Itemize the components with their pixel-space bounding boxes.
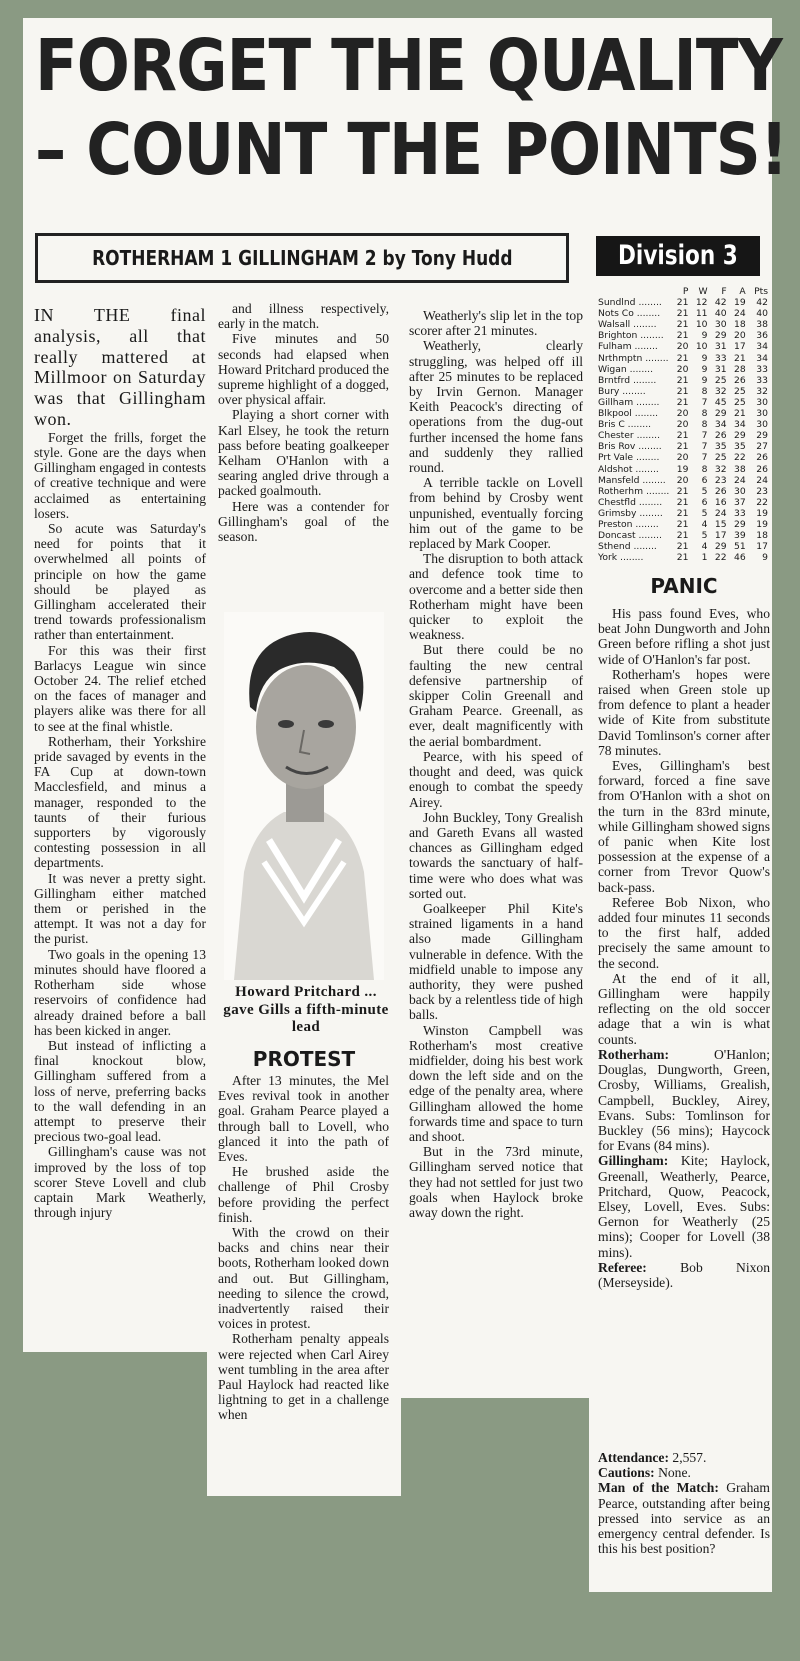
league-cell-team: Mansfeld ........	[598, 474, 666, 486]
league-cell-w: 1	[701, 552, 708, 564]
league-cell-w: 4	[701, 518, 708, 530]
division-header	[596, 236, 760, 276]
referee-line	[598, 1260, 770, 1290]
match-facts	[598, 1450, 770, 1556]
league-cell-pts: 27	[756, 441, 768, 453]
league-cell-f: 17	[714, 530, 727, 542]
league-cell-pts: 19	[756, 518, 768, 530]
cautions-value: None.	[658, 1465, 691, 1481]
article-paragraph: Pearce, with his speed of thought and deed, was quick enough to combat the speedy Airey.	[409, 748, 583, 810]
league-cell-w: 4	[701, 541, 708, 553]
league-cell-w: 7	[701, 441, 708, 453]
league-cell-f: 26	[714, 485, 727, 497]
league-cell-p: 21	[676, 552, 689, 564]
league-cell-p: 21	[676, 507, 689, 519]
league-cell-team: Fulham ........	[598, 341, 658, 353]
league-cell-w: 7	[701, 396, 708, 408]
article-paragraph: But there could be no faulting the new central defensive partnership of skipper Colin Greenall and Graham Pearce. Greenall, as ever, dealt magnificently with the aerial bombardment.	[409, 642, 583, 749]
league-row	[598, 375, 768, 386]
cautions-line	[598, 1465, 770, 1480]
article-paragraph: Rotherham penalty appeals were rejected when Carl Airey went tumbling in the area after Paul Haylock had reacted like lightning to get in a challenge when	[218, 1331, 389, 1423]
league-cell-f: 26	[714, 430, 727, 442]
article-column-3	[409, 308, 583, 1220]
article-column-2	[218, 301, 389, 544]
league-row	[598, 519, 768, 530]
league-cell-w: 7	[701, 430, 708, 442]
league-cell-w: 5	[701, 485, 708, 497]
league-cell-p: 21	[676, 297, 689, 309]
league-cell-f: 23	[714, 474, 727, 486]
league-cell-f: 29	[714, 408, 727, 420]
subhead-panic: PANIC	[650, 574, 718, 598]
league-cell-p: 21	[676, 485, 689, 497]
division-header-label: Division 3	[618, 240, 738, 271]
league-cell-f: 15	[714, 518, 727, 530]
article-lead: IN THE final analysis, all that really mattered at Millmoor on Saturday was that Gillingham won.	[34, 305, 206, 429]
article-paragraph: Weatherly, clearly struggling, was helped off ill after 25 minutes to be replaced by Irvin Gernon. Manager Keith Peacock's directing of operations from the dug-out further incensed the home fans and suddenly they rallied round.	[409, 338, 583, 476]
league-cell-a: 39	[734, 530, 746, 542]
team-lineups	[598, 1047, 770, 1290]
league-cell-team: Nrthmptn ........	[598, 352, 669, 364]
headline-line-1: FORGET THE QUALITY	[35, 24, 782, 107]
article-paragraph: Gillingham's cause was not improved by the loss of top scorer Steve Lovell and club captain Mark Weatherly, through injury	[34, 1144, 206, 1221]
league-cell-team: Bury ........	[598, 385, 646, 397]
league-row	[598, 297, 768, 308]
league-cell-pts: 33	[756, 374, 768, 386]
byline: ROTHERHAM 1 GILLINGHAM 2 by Tony Hudd	[91, 246, 513, 270]
league-cell-w: 6	[701, 474, 708, 486]
league-table	[598, 286, 768, 563]
attendance-value: 2,557.	[672, 1450, 707, 1465]
league-row	[598, 419, 768, 430]
league-row	[598, 486, 768, 497]
league-cell-w: 9	[701, 374, 708, 386]
league-cell-w: 9	[701, 330, 708, 342]
league-cell-pts: 24	[756, 474, 768, 486]
league-cell-team: Prt Vale ........	[598, 452, 660, 464]
player-photo	[224, 612, 384, 980]
league-row	[598, 541, 768, 552]
league-cell-f: 45	[714, 396, 727, 408]
league-cell-w: 5	[701, 530, 708, 542]
league-row	[598, 497, 768, 508]
league-cell-p: 21	[676, 541, 689, 553]
league-cell-team: Brntfrd ........	[598, 374, 657, 386]
league-row	[598, 397, 768, 408]
league-cell-a: 38	[734, 463, 746, 475]
league-cell-p: 21	[676, 308, 689, 320]
column-4-paragraphs	[598, 606, 770, 1047]
league-cell-pts: 36	[756, 330, 768, 342]
article-paragraph: Two goals in the opening 13 minutes should have floored a Rotherham side whose reservoirs of confidence had already drained before a ball has been kicked in anger.	[34, 946, 206, 1038]
motm-value: Graham Pearce, outstanding after being pressed into service as an emergency central defender. Is this his best position?	[598, 1480, 770, 1557]
col-header-w: W	[698, 286, 708, 297]
gillingham-label: Gillingham:	[598, 1153, 669, 1169]
league-cell-pts: 26	[756, 452, 768, 464]
league-cell-w: 7	[701, 452, 708, 464]
league-cell-pts: 17	[756, 541, 768, 553]
article-paragraph: But instead of inflicting a final knockout blow, Gillingham suffered from a loss of nerve, preferring backs to the wall defending in an attempt to preserve their precious two-goal lead.	[34, 1037, 206, 1145]
article-paragraph: The disruption to both attack and defence took time to overcome and a better side then Rotherham might have been quicker to exploit the weakness.	[409, 551, 583, 643]
rotherham-team: O'Hanlon; Douglas, Dungworth, Green, Crosby, Williams, Grealish, Campbell, Buckley, Airey, Evans. Subs: Tomlinson for Buckley (56 mins); Haycock for Evans (84 mins).	[598, 1046, 770, 1154]
league-cell-p: 20	[676, 408, 689, 420]
article-paragraph: Weatherly's slip let in the top scorer after 21 minutes.	[409, 308, 583, 339]
league-cell-a: 30	[734, 485, 746, 497]
league-cell-f: 24	[714, 507, 727, 519]
league-row	[598, 330, 768, 341]
league-cell-p: 19	[676, 463, 689, 475]
league-cell-f: 35	[714, 441, 727, 453]
league-cell-p: 21	[676, 518, 689, 530]
gillingham-team: Kite; Haylock, Greenall, Weatherly, Pearce, Pritchard, Quow, Peacock, Elsey, Lovell, Eves. Subs: Gernon for Weatherly (25 mins); Cooper for Lovell (38 mins).	[598, 1153, 770, 1260]
league-cell-f: 25	[714, 452, 727, 464]
byline-box	[35, 233, 569, 283]
article-paragraph: Five minutes and 50 seconds had elapsed when Howard Pritchard produced the supreme highlight of a dogged, over physical affair.	[218, 331, 389, 408]
league-cell-a: 51	[734, 541, 746, 553]
article-column-1	[34, 305, 206, 1220]
league-cell-f: 25	[714, 374, 727, 386]
league-row	[598, 364, 768, 375]
league-cell-p: 21	[676, 330, 689, 342]
article-paragraph: Eves, Gillingham's best forward, forced a fine save from O'Hanlon with a shot on the turn in the 83rd minute, while Gillingham showed signs of panic when Kite lost possession at the expense of a corner from Trevor Quow's back-pass.	[598, 758, 770, 895]
column-2-paragraphs-continued	[218, 1073, 389, 1423]
league-cell-p: 20	[676, 419, 689, 431]
league-cell-team: Wigan ........	[598, 363, 654, 375]
league-row	[598, 386, 768, 397]
league-cell-pts: 38	[756, 319, 768, 331]
league-cell-p: 21	[676, 441, 689, 453]
article-column-2-continued	[218, 1073, 389, 1423]
league-cell-w: 11	[695, 308, 708, 320]
col-header-a: A	[739, 286, 746, 297]
league-cell-w: 9	[701, 352, 708, 364]
headline	[35, 24, 788, 192]
league-cell-a: 35	[734, 441, 746, 453]
league-cell-team: Grimsby ........	[598, 507, 663, 519]
league-cell-team: Blkpool ........	[598, 408, 659, 420]
league-cell-pts: 29	[756, 430, 768, 442]
col-header-p: P	[682, 286, 689, 297]
league-row	[598, 319, 768, 330]
league-cell-f: 16	[714, 496, 727, 508]
column-1-paragraphs	[34, 430, 206, 1221]
league-cell-a: 25	[734, 396, 746, 408]
league-cell-f: 32	[714, 463, 727, 475]
league-cell-f: 33	[714, 352, 727, 364]
league-cell-pts: 30	[756, 419, 768, 431]
league-row	[598, 508, 768, 519]
league-cell-pts: 42	[756, 297, 768, 309]
league-cell-team: Doncast ........	[598, 530, 662, 542]
league-cell-f: 34	[714, 419, 727, 431]
league-cell-pts: 9	[762, 552, 768, 564]
player-portrait-image	[224, 612, 384, 980]
article-paragraph: It was never a pretty sight. Gillingham either matched them or perished in the attempt. It was not a day for the purist.	[34, 870, 206, 947]
league-cell-a: 28	[734, 363, 746, 375]
league-cell-pts: 23	[756, 485, 768, 497]
league-cell-pts: 34	[756, 352, 768, 364]
article-paragraph: Winston Campbell was Rotherham's most creative midfielder, doing his best work down the left side and on the edge of the penalty area, where Gillingham allowed the home forwards time and space to turn and shoot.	[409, 1022, 583, 1144]
league-row	[598, 353, 768, 364]
article-paragraph: Rotherham's hopes were raised when Green stole up from defence to plant a header wide of Kite from substitute David Tomlinson's corner after 78 minutes.	[598, 666, 770, 758]
league-cell-p: 21	[676, 319, 689, 331]
league-cell-a: 24	[734, 308, 746, 320]
league-cell-p: 21	[676, 430, 689, 442]
league-cell-a: 29	[734, 430, 746, 442]
article-paragraph: Goalkeeper Phil Kite's strained ligaments in a hand also made Gillingham vulnerable in defence. With the midfield unable to impose any authority, they were pushed back by a relentless tide of high balls.	[409, 900, 583, 1023]
league-cell-f: 31	[714, 363, 727, 375]
league-cell-pts: 32	[756, 385, 768, 397]
cautions-label: Cautions:	[598, 1465, 655, 1481]
league-cell-f: 31	[714, 341, 727, 353]
col-header-f: F	[721, 286, 727, 297]
league-cell-a: 20	[734, 330, 746, 342]
league-cell-team: Sundlnd ........	[598, 297, 662, 309]
article-paragraph: He brushed aside the challenge of Phil Crosby before providing the perfect finish.	[218, 1164, 389, 1225]
subhead-protest: PROTEST	[252, 1047, 356, 1071]
rotherham-label: Rotherham:	[598, 1046, 669, 1062]
league-cell-w: 8	[701, 419, 708, 431]
article-column-4	[598, 606, 770, 1290]
article-paragraph: But in the 73rd minute, Gillingham served notice that they had not settled for just two goals when Haylock broke away down the right.	[409, 1144, 583, 1220]
league-cell-f: 29	[714, 541, 727, 553]
league-cell-a: 24	[734, 474, 746, 486]
article-paragraph: With the crowd on their backs and chins near their boots, Rotherham looked down and out. But Gillingham, needing to silence the crowd, inadvertently raised their voices in protest.	[218, 1225, 389, 1332]
headline-line-2: – COUNT THE POINTS!	[35, 108, 788, 191]
league-cell-f: 40	[714, 308, 727, 320]
league-cell-team: Nots Co ........	[598, 308, 661, 320]
league-cell-team: Chester ........	[598, 430, 660, 442]
league-cell-f: 32	[714, 385, 727, 397]
league-cell-f: 29	[714, 330, 727, 342]
article-paragraph: A terrible tackle on Lovell from behind by Crosby went unpunished, eventually forcing him out of the game to be replaced by Mark Cooper.	[409, 475, 583, 552]
league-cell-team: York ........	[598, 552, 644, 564]
article-paragraph: John Buckley, Tony Grealish and Gareth Evans all wasted chances as Gillingham edged towards the sanctuary of half-time were who does what was sorted out.	[409, 809, 583, 901]
article-paragraph: and illness respectively, early in the match.	[218, 301, 389, 332]
league-cell-p: 21	[676, 352, 689, 364]
league-cell-w: 8	[701, 463, 708, 475]
league-row	[598, 408, 768, 419]
league-cell-a: 37	[734, 496, 746, 508]
article-paragraph: So acute was Saturday's need for points that it overwhelmed all points of principle on how the game should be played as Gillingham accelerated their trend towards professionalism rather than entertainment.	[34, 521, 206, 643]
league-cell-a: 21	[734, 408, 746, 420]
article-paragraph: Here was a contender for Gillingham's goal of the season.	[218, 498, 389, 545]
motm-label: Man of the Match:	[598, 1480, 719, 1496]
league-cell-a: 22	[734, 452, 746, 464]
column-3-paragraphs	[409, 308, 583, 1220]
league-cell-w: 5	[701, 507, 708, 519]
league-cell-w: 6	[701, 496, 708, 508]
league-cell-pts: 33	[756, 363, 768, 375]
league-cell-w: 10	[695, 319, 708, 331]
col-header-pts: Pts	[754, 286, 768, 297]
league-cell-a: 21	[734, 352, 746, 364]
league-cell-team: Bris C ........	[598, 419, 652, 431]
league-cell-p: 20	[676, 341, 689, 353]
league-cell-team: Preston ........	[598, 518, 659, 530]
article-paragraph: Forget the frills, forget the style. Gone are the days when Gillingham engaged in contests of creative technique and were acclaimed as entertaining losers.	[34, 429, 206, 521]
league-table-header	[598, 286, 768, 297]
league-cell-pts: 40	[756, 308, 768, 320]
league-cell-p: 21	[676, 385, 689, 397]
league-cell-team: Rotherhm ........	[598, 485, 670, 497]
attendance-label: Attendance:	[598, 1450, 669, 1465]
league-cell-pts: 19	[756, 507, 768, 519]
league-cell-p: 20	[676, 474, 689, 486]
attendance-line	[598, 1450, 770, 1465]
league-row	[598, 430, 768, 441]
photo-caption: Howard Pritchard ... gave Gills a fifth-minute lead	[223, 984, 389, 1035]
league-cell-w: 9	[701, 363, 708, 375]
league-cell-team: Walsall ........	[598, 319, 657, 331]
league-cell-pts: 26	[756, 463, 768, 475]
league-row	[598, 552, 768, 563]
gillingham-lineup	[598, 1153, 770, 1259]
league-cell-pts: 34	[756, 341, 768, 353]
league-cell-team: Bris Rov ........	[598, 441, 662, 453]
league-row	[598, 452, 768, 463]
league-row	[598, 441, 768, 452]
league-cell-p: 21	[676, 374, 689, 386]
league-cell-p: 20	[676, 452, 689, 464]
league-cell-a: 26	[734, 374, 746, 386]
league-cell-a: 18	[734, 319, 746, 331]
league-row	[598, 530, 768, 541]
league-cell-a: 29	[734, 518, 746, 530]
league-row	[598, 308, 768, 319]
league-cell-a: 19	[734, 297, 746, 309]
league-cell-team: Aldshot ........	[598, 463, 659, 475]
league-cell-a: 33	[734, 507, 746, 519]
article-paragraph: Rotherham, their Yorkshire pride savaged by events in the FA Cup at down-town Macclesfield, and minus a manager, responded to the taunts of their furious supporters by vigorously contesting possession in all departments.	[34, 733, 206, 871]
article-paragraph: Playing a short corner with Karl Elsey, he took the return pass before beating goalkeeper Kelham O'Hanlon with a searing angled drive through a packed goalmouth.	[218, 407, 389, 499]
league-cell-team: Brighton ........	[598, 330, 664, 342]
league-cell-w: 10	[695, 341, 708, 353]
league-cell-team: Chestfld ........	[598, 496, 663, 508]
column-2-paragraphs	[218, 301, 389, 544]
referee-label: Referee:	[598, 1259, 647, 1275]
league-cell-w: 8	[701, 408, 708, 420]
motm-line	[598, 1480, 770, 1556]
league-cell-pts: 18	[756, 530, 768, 542]
league-cell-a: 17	[734, 341, 746, 353]
league-cell-f: 30	[714, 319, 727, 331]
article-paragraph: For this was their first Barlacys League win since October 24. The relief etched on the faces of manager and players alike was there for all to see at the final whistle.	[34, 642, 206, 734]
league-cell-pts: 30	[756, 408, 768, 420]
article-paragraph: Referee Bob Nixon, who added four minutes 11 seconds to the first half, added precisely the same amount to the second.	[598, 894, 770, 971]
league-cell-team: Sthend ........	[598, 541, 657, 553]
league-row	[598, 464, 768, 475]
league-row	[598, 475, 768, 486]
league-cell-p: 21	[676, 530, 689, 542]
league-cell-p: 20	[676, 363, 689, 375]
league-cell-pts: 30	[756, 396, 768, 408]
article-paragraph: At the end of it all, Gillingham were happily reflecting on the old soccer adage that a win is what counts.	[598, 970, 770, 1047]
league-cell-f: 22	[714, 552, 727, 564]
league-cell-team: Gillham ........	[598, 396, 660, 408]
league-cell-a: 34	[734, 419, 746, 431]
league-cell-w: 8	[701, 385, 708, 397]
article-paragraph: After 13 minutes, the Mel Eves revival took in another goal. Graham Pearce played a through ball to Lovell, who glanced it into the path of Eves.	[218, 1073, 389, 1165]
league-cell-p: 21	[676, 496, 689, 508]
league-cell-p: 21	[676, 396, 689, 408]
article-paragraph: His pass found Eves, who beat John Dungworth and John Green before rifling a shot just wide of O'Hanlon's far post.	[598, 606, 770, 667]
referee-name: Bob Nixon (Merseyside).	[598, 1259, 770, 1290]
rotherham-lineup	[598, 1047, 770, 1153]
league-cell-a: 46	[734, 552, 746, 564]
league-row	[598, 341, 768, 352]
league-cell-f: 42	[714, 297, 727, 309]
league-cell-a: 25	[734, 385, 746, 397]
league-cell-w: 12	[695, 297, 708, 309]
league-cell-pts: 22	[756, 496, 768, 508]
